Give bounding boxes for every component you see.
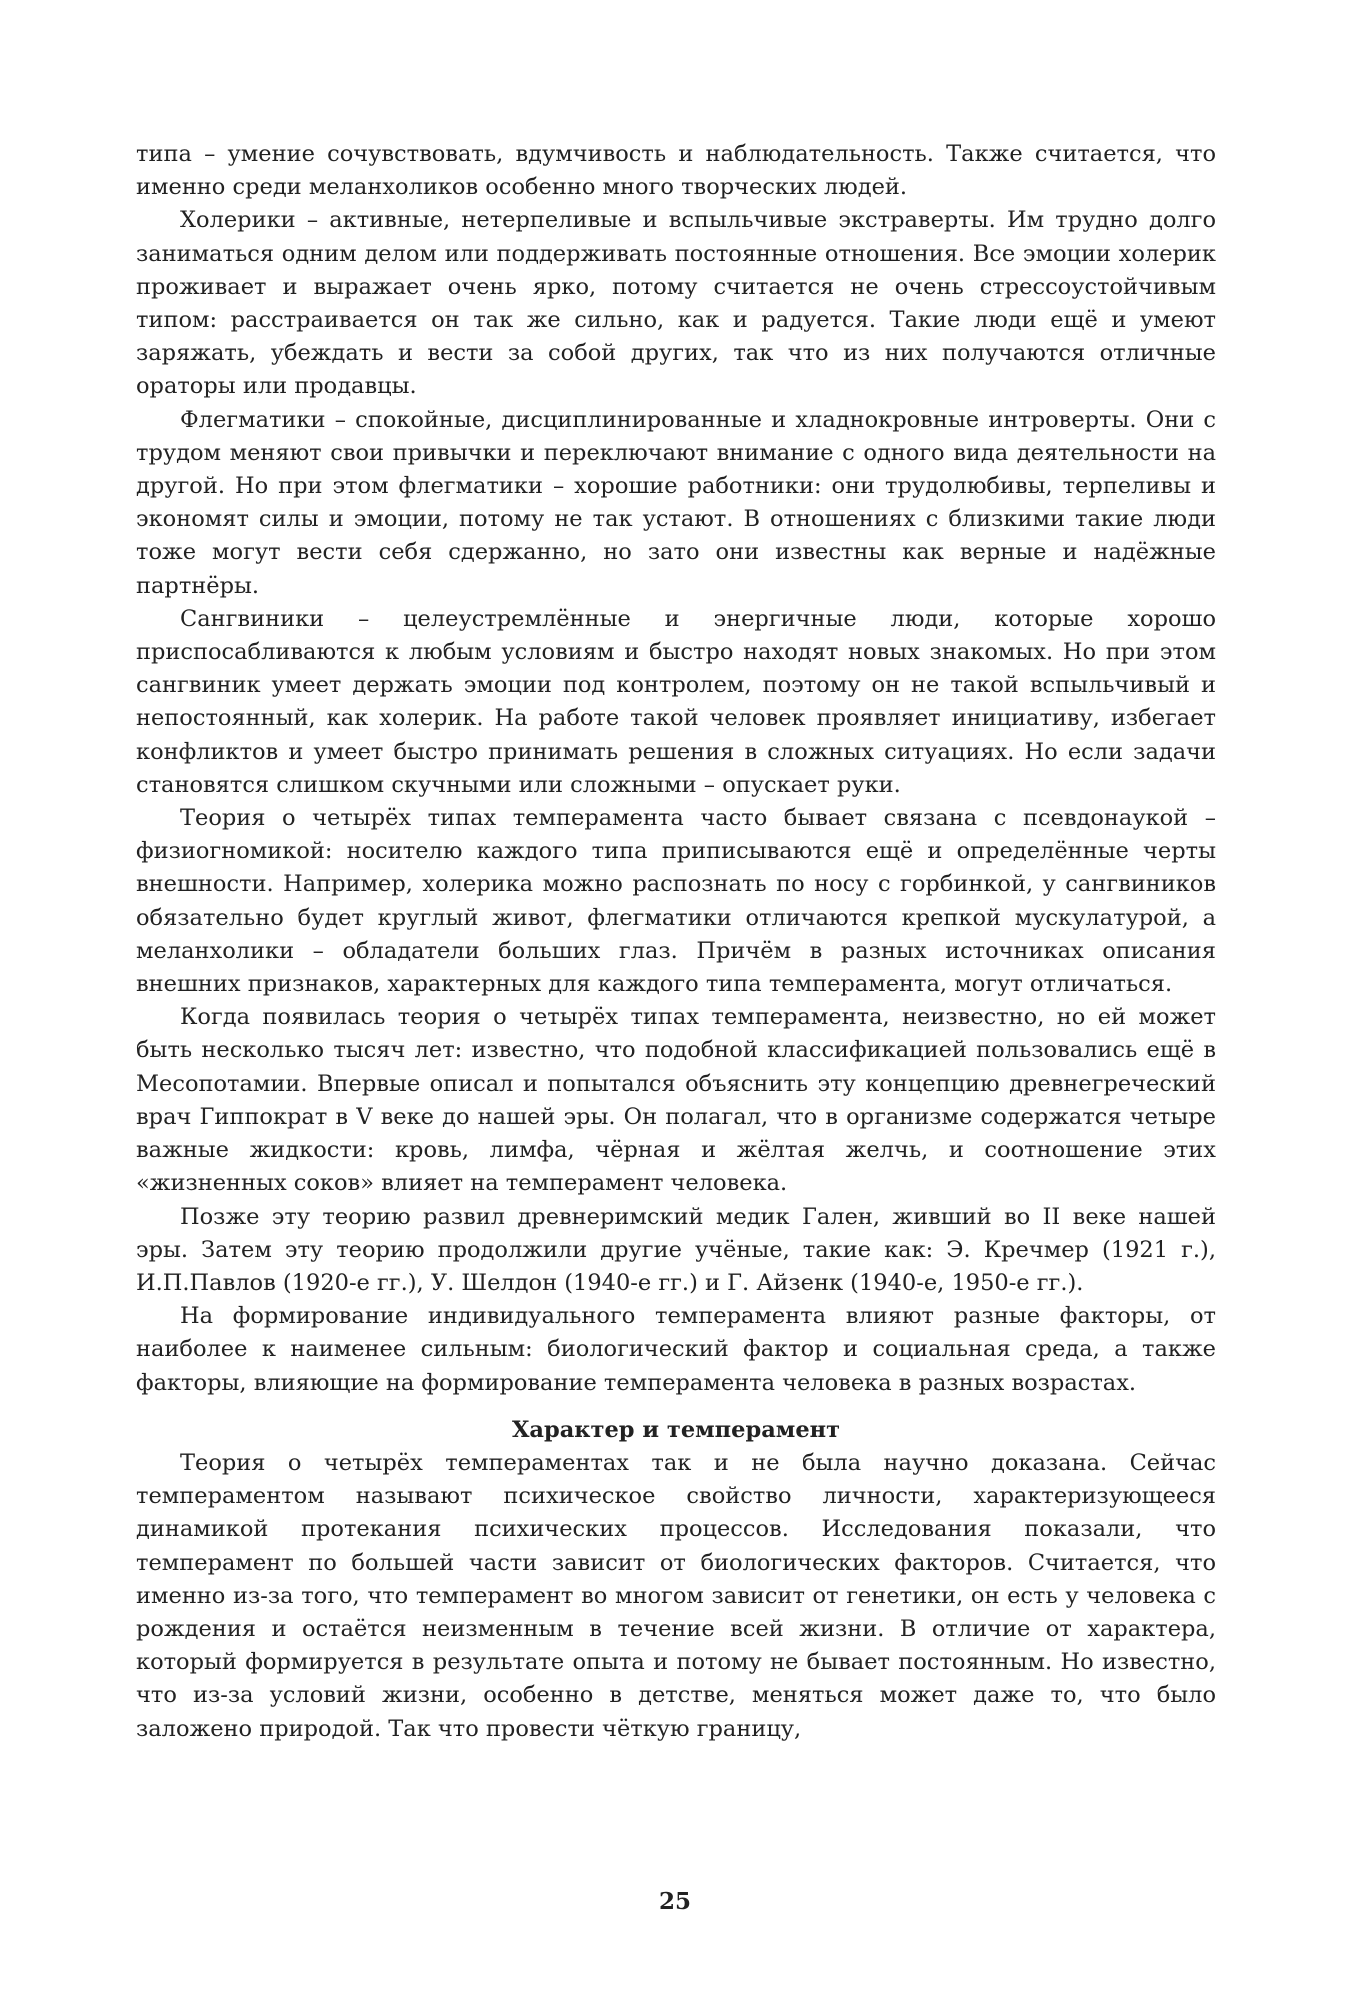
paragraph-physiognomy: Теория о четырёх типах темперамента часто бывает связана с псевдонаукой – физиогномикой: носителю каждого типа приписываются ещё и определённые черты внешности. Например, холерика можно распознать по носу с горбинкой, у сангвиников обязательно будет круглый живот, флегматики отличаются крепкой мускулатурой, а меланхолики – обладатели больших глаз. Причём в разных источниках описания внешних признаков, характерных для каждого типа темперамента, могут отличаться. [136,805,1216,998]
page-number: 25 [658,1888,691,1915]
paragraph-sanguines: Сангвиники – целеустремлённые и энергичные люди, которые хорошо приспосабливаются к любым условиям и быстро находят новых знакомых. Но при этом сангвиник умеет держать эмоции под контролем, поэтому он не такой вспыльчивый и непостоянный, как холерик. На работе такой человек проявляет инициативу, избегает конфликтов и умеет быстро принимать решения в сложных ситуациях. Но если задачи становятся слишком скучными или сложными – опускает руки. [136,605,1216,798]
paragraph-phlegmatics: Флегматики – спокойные, дисциплинированные и хладнокровные интроверты. Они с трудом меняют свои привычки и переключают внимание с одного вида деятельности на другой. Но при этом флегматики – хорошие работники: они трудолюбивы, терпеливы и экономят силы и эмоции, потому не так устают. В отношениях с близкими такие люди тоже могут вести себя сдержанно, но зато они известны как верные и надёжные партнёры. [136,406,1216,599]
paragraph-cholerics: Холерики – активные, нетерпеливые и вспыльчивые экстраверты. Им трудно долго заниматься одним делом или поддерживать постоянные отношения. Все эмоции холерик проживает и выражает очень ярко, потому считается не очень стрессоустойчивым типом: расстраивается он так же сильно, как и радуется. Такие люди ещё и умеют заряжать, убеждать и вести за собой других, так что из них получаются отличные ораторы или продавцы. [136,207,1216,400]
paragraph-character-temperament: Теория о четырёх темпераментах так и не была научно доказана. Сейчас темпераментом называют психическое свойство личности, характеризующееся динамикой протекания психических процессов. Исследования показали, что темперамент по большей части зависит от биологических факторов. Считается, что именно из-за того, что темперамент во многом зависит от генетики, он есть у человека с рождения и остаётся неизменным в течение всей жизни. В отличие от характера, который формируется в результате опыта и потому не бывает постоянным. Но известно, что из-за условий жизни, особенно в детстве, меняться может даже то, что было заложено природой. Так что провести чёткую границу, [136,1449,1216,1742]
section-heading: Характер и темперамент [511,1416,841,1443]
paragraph-factors: На формирование индивидуального темперамента влияют разные факторы, от наиболее к наименее сильным: биологический фактор и социальная среда, а также факторы, влияющие на формирование темперамента человека в разных возрастах. [136,1303,1216,1396]
paragraph-theory-origin: Когда появилась теория о четырёх типах темперамента, неизвестно, но ей может быть несколько тысяч лет: известно, что подобной классификацией пользовались ещё в Месопотамии. Впервые описал и попытался объяснить эту концепцию древнегреческий врач Гиппократ в V веке до нашей эры. Он полагал, что в организме содержатся четыре важные жидкости: кровь, лимфа, чёрная и жёлтая желчь, и соотношение этих «жизненных соков» влияет на темперамент человека. [136,1004,1216,1197]
document-page [136,138,1216,1746]
paragraph-galen: Позже эту теорию развил древнеримский медик Гален, живший во II веке нашей эры. Затем эту теорию продолжили другие учёные, такие как: Э. Кречмер (1921 г.), И.П.Павлов (1920-е гг.), У. Шелдон (1940-е гг.) и Г. Айзенк (1940-е, 1950-е гг.). [136,1203,1216,1296]
paragraph-melancholic-end: типа – умение сочувствовать, вдумчивость и наблюдательность. Также считается, что именно среди меланхоликов особенно много творческих людей. [136,141,1216,201]
